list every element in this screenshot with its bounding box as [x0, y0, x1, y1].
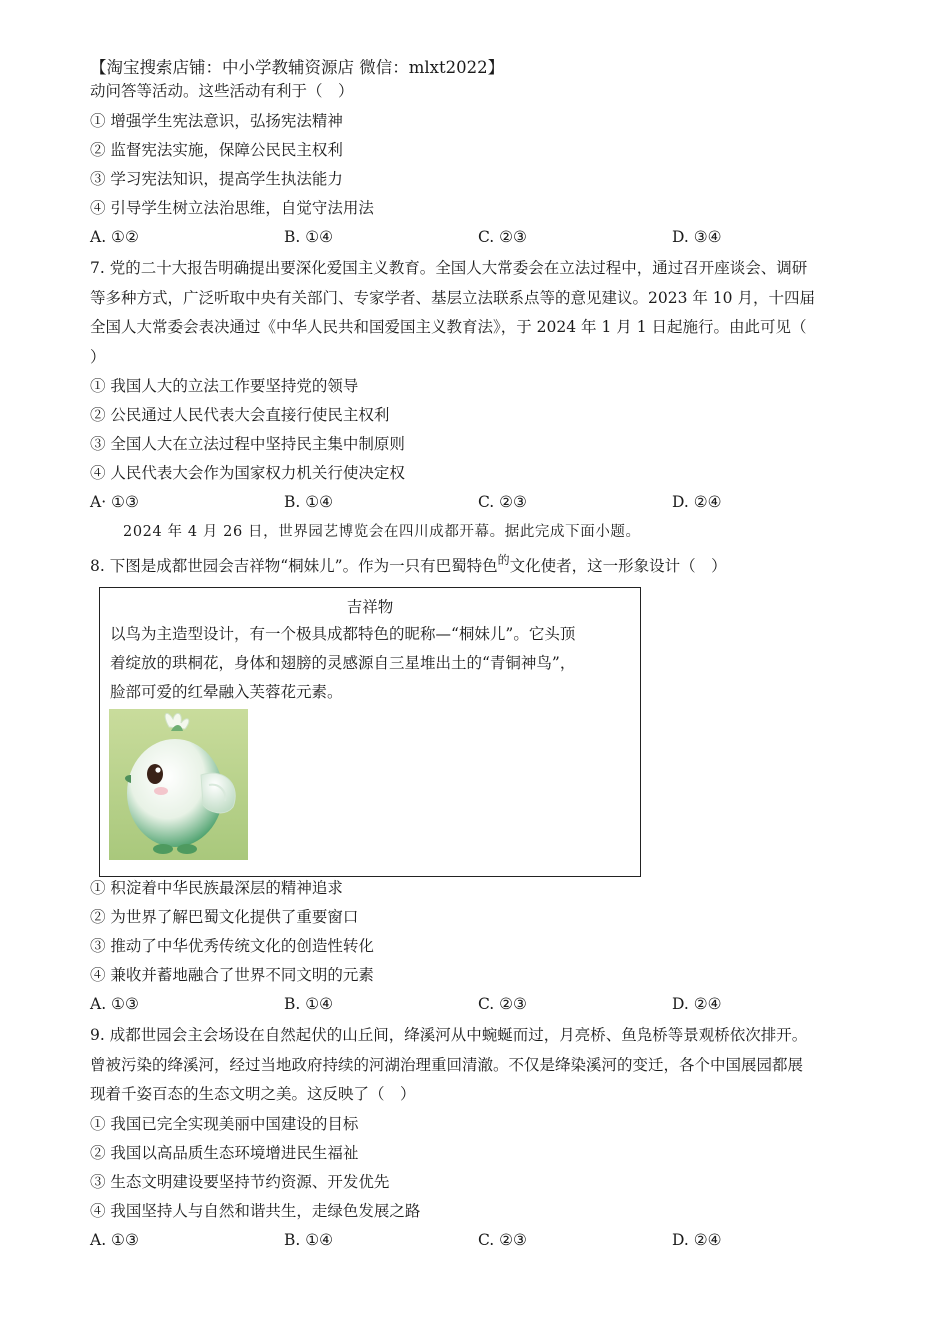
mascot-box-title: 吉祥物	[346, 598, 394, 616]
q7-stem-line-1: 7. 党的二十大报告明确提出要深化爱国主义教育。全国人大常委会在立法过程中，通过召开座谈会、调研	[90, 259, 808, 277]
q8-stem	[90, 553, 727, 577]
q9-stem-line-1: 9. 成都世园会主会场设在自然起伏的山丘间，绛溪河从中蜿蜒而过，月亮桥、鱼凫桥等景观桥依次排开。	[90, 1026, 808, 1044]
q7-stem-line-3: 全国人大常委会表决通过《中华人民共和国爱国主义教育法》，于 2024 年 1 月 1 日起施行。由此可见（	[90, 318, 807, 336]
q6-item-4: ④ 引导学生树立法治思维，自觉守法用法	[90, 199, 374, 217]
q8-stem-after: 文化使者，这一形象设计（ ）	[509, 557, 727, 575]
mascot-image	[109, 709, 248, 860]
mascot-info-box	[99, 587, 641, 877]
section-intro: 2024 年 4 月 26 日，世界园艺博览会在四川成都开幕。据此完成下面小题。	[123, 524, 641, 540]
q7-option-b[interactable]: B. ①④	[284, 493, 334, 511]
mascot-box-line-3: 脸部可爱的红晕融入芙蓉花元素。	[110, 683, 343, 701]
q9-item-2: ② 我国以高品质生态环境增进民生福祉	[90, 1144, 359, 1162]
q9-stem-line-2: 曾被污染的绛溪河，经过当地政府持续的河湖治理重回清澈。不仅是绛染溪河的变迁，各个中国展园都展	[90, 1056, 804, 1074]
q7-item-2: ② 公民通过人民代表大会直接行使民主权利	[90, 406, 390, 424]
q6-item-1: ① 增强学生宪法意识，弘扬宪法精神	[90, 112, 343, 130]
q6-option-c[interactable]: C. ②③	[478, 228, 527, 246]
mascot-box-line-1: 以鸟为主造型设计，有一个极具成都特色的昵称—“桐妹儿”。它头顶	[110, 625, 576, 643]
q7-stem-line-4: ）	[90, 348, 106, 366]
q7-option-d[interactable]: D. ②④	[672, 493, 722, 511]
q7-stem-line-2: 等多种方式，广泛听取中央有关部门、专家学者、基层立法联系点等的意见建议。2023 年 10 月，十四届	[90, 289, 815, 307]
q8-stem-before: 8. 下图是成都世园会吉祥物“桐妹儿”。作为一只有巴蜀特色	[90, 557, 498, 575]
q6-item-3: ③ 学习宪法知识，提高学生执法能力	[90, 170, 343, 188]
q6-stem-tail: 动问答等活动。这些活动有利于（ ）	[90, 82, 354, 100]
q8-option-d[interactable]: D. ②④	[672, 995, 722, 1013]
q9-item-1: ① 我国已完全实现美丽中国建设的目标	[90, 1115, 359, 1133]
q6-option-b[interactable]: B. ①④	[284, 228, 334, 246]
q9-stem-line-3: 现着千姿百态的生态文明之美。这反映了（ ）	[90, 1085, 416, 1103]
q8-option-b[interactable]: B. ①④	[284, 995, 334, 1013]
q8-stem-sup: 的	[497, 553, 510, 567]
q8-item-4: ④ 兼收并蓄地融合了世界不同文明的元素	[90, 966, 374, 984]
q7-item-4: ④ 人民代表大会作为国家权力机关行使决定权	[90, 464, 405, 482]
q6-item-2: ② 监督宪法实施，保障公民民主权利	[90, 141, 343, 159]
q6-option-a[interactable]: A. ①②	[90, 228, 139, 246]
q7-option-a[interactable]: A· ①③	[90, 493, 139, 511]
q8-option-a[interactable]: A. ①③	[90, 995, 139, 1013]
q9-option-a[interactable]: A. ①③	[90, 1231, 139, 1249]
q7-item-3: ③ 全国人大在立法过程中坚持民主集中制原则	[90, 435, 405, 453]
mascot-box-line-2: 着绽放的珙桐花，身体和翅膀的灵感源自三星堆出土的“青铜神鸟”，	[110, 654, 576, 672]
store-header: 【淘宝搜索店铺：中小学教辅资源店 微信：mlxt2022】	[90, 58, 505, 77]
q8-item-3: ③ 推动了中华优秀传统文化的创造性转化	[90, 937, 374, 955]
q7-item-1: ① 我国人大的立法工作要坚持党的领导	[90, 377, 359, 395]
q8-item-2: ② 为世界了解巴蜀文化提供了重要窗口	[90, 908, 359, 926]
q8-item-1: ① 积淀着中华民族最深层的精神追求	[90, 879, 343, 897]
q7-option-c[interactable]: C. ②③	[478, 493, 527, 511]
q9-item-4: ④ 我国坚持人与自然和谐共生，走绿色发展之路	[90, 1202, 421, 1220]
q9-option-c[interactable]: C. ②③	[478, 1231, 527, 1249]
q9-option-b[interactable]: B. ①④	[284, 1231, 334, 1249]
q9-option-d[interactable]: D. ②④	[672, 1231, 722, 1249]
q6-option-d[interactable]: D. ③④	[672, 228, 722, 246]
q9-item-3: ③ 生态文明建设要坚持节约资源、开发优先	[90, 1173, 390, 1191]
q8-option-c[interactable]: C. ②③	[478, 995, 527, 1013]
